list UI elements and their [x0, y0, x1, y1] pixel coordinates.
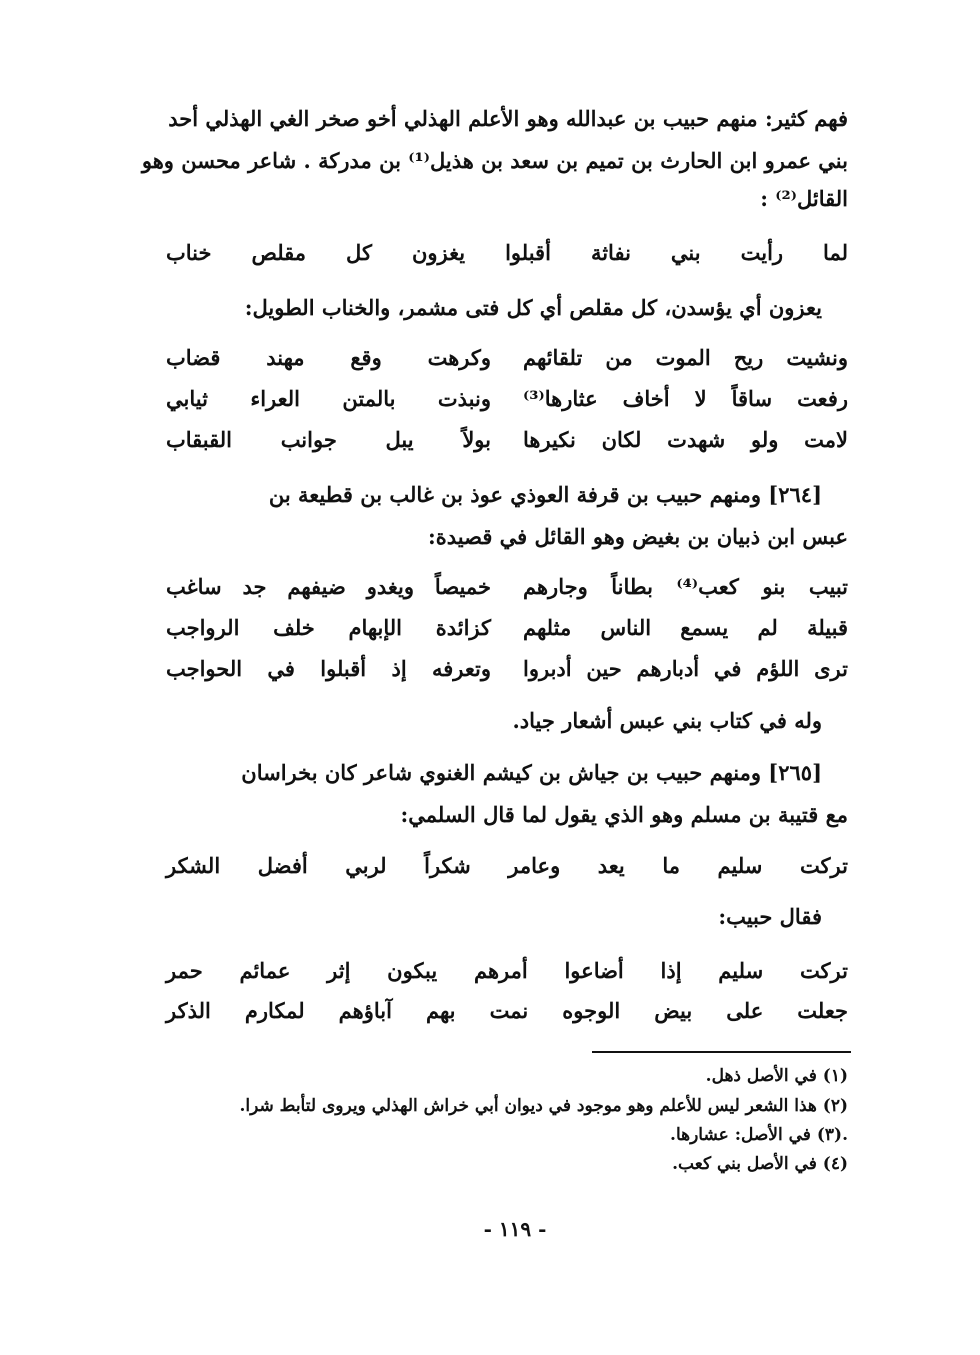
verse-3-3: [166, 658, 848, 694]
verse-2-3-first-hemistich: لامت ولو شهدت لكان نكيرها: [523, 427, 848, 452]
verse-2-2-second-hemistich: ونبذت بالمتن العراء ثيابي: [166, 386, 491, 411]
footnote-3: .(٣) في الأصل: عشارها.: [670, 1125, 848, 1145]
verse-2-1: [166, 347, 848, 383]
para-265-line-1: [٢٦٥] ومنهم حبيب بن جياش بن كيشم الغنوي شاعر كان بخراسان: [241, 760, 822, 785]
verse-3-1-second-hemistich: خميصاً ويغدو ضيفهم جد ساغب: [166, 574, 491, 599]
intro-line-3: القائل⁽²⁾ :: [760, 186, 848, 211]
verse-2-2: [166, 388, 848, 424]
verse-1: [166, 242, 848, 278]
verse-3-3-second-hemistich: وتعرفه إذ أقبلوا في الحواجب: [166, 656, 491, 681]
verse-3-2: [166, 617, 848, 653]
verse-3-3-first-hemistich: ترى اللؤم في أدبارهم حين أدبروا: [523, 656, 848, 681]
verse-3-2-second-hemistich: كزائدة الإبهام خلف الرواجب: [166, 615, 491, 640]
verse-3-2-first-hemistich: قبيلة لم يسمع الناس مثلهم: [523, 615, 848, 640]
verse-5-1-text: تركت سليم إذا أضاعوا أمرهم يبكون إثر عمائم حمر: [166, 958, 848, 983]
note-264: وله في كتاب بني عبس أشعار جياد.: [512, 708, 822, 733]
verse-3-1-first-hemistich: تبيب بنو كعب⁽⁴⁾ بطاناً وجارهم: [523, 574, 848, 599]
verse-2-1-first-hemistich: ونشيت ريح الموت من تلقائهم: [523, 345, 848, 370]
verse-3-1: [166, 576, 848, 612]
footnote-separator: [592, 1051, 851, 1053]
para-264-line-1: [٢٦٤] ومنهم حبيب بن قرفة العوذي عوذ بن غالب بن قطيعة بن: [268, 482, 822, 507]
verse-2-1-second-hemistich: وكرهت وقع مهند قضاب: [166, 345, 491, 370]
verse-4: [166, 855, 848, 891]
intro-line-2: بني عمرو ابن الحارث بن تميم بن سعد بن هذيل⁽¹⁾ بن مدركة . شاعر محسن وهو: [141, 148, 848, 173]
verse-2-3: [166, 429, 848, 465]
verse-5-1: [166, 960, 848, 996]
intro-line-1: فهم كثير: منهم حبيب بن عبدالله وهو الأعلم الهذلي أخو صخر الغي الهذلي أحد: [168, 106, 848, 131]
para-264-line-2: عبس ابن ذبيان بن بغيض وهو القائل في قصيدة:: [428, 524, 848, 549]
gloss-line: يعزون أي يؤسدن، كل مقلص أي كل فتى مشمر، والخناب الطويل:: [244, 295, 822, 320]
verse-2-3-second-hemistich: بولاً يبل جوانب القبقاب: [166, 427, 491, 452]
verse-2-2-first-hemistich: رفعت ساقاً لا أخاف عثارها⁽³⁾: [523, 386, 848, 411]
verse-4-text: تركت سليم ما يعد وعامر شكراً لربي أفضل الشكر: [166, 853, 848, 878]
page-number: - ١١٩ -: [483, 1217, 547, 1241]
verse-1-text: لما رأيت بني نفاثة أقبلوا يغزون كل مقلص خناب: [166, 240, 848, 265]
footnote-2: (٢) هذا الشعر ليس للأعلم وهو موجود في ديوان أبي خراش الهذلي ويروى لتأبط شرا.: [239, 1096, 848, 1116]
para-265-line-2: مع قتيبة بن مسلم وهو الذي يقول لما قال السلمي:: [400, 802, 848, 827]
verse-5-2: [166, 1000, 848, 1036]
verse-5-2-text: جعلت على بيض الوجوه نمت بهم آباؤهم لمكارم الذكر: [166, 998, 848, 1023]
footnote-4: (٤) في الأصل بني كعب.: [672, 1154, 848, 1174]
habib-said: فقال حبيب:: [718, 904, 822, 929]
footnote-1: (١) في الأصل ذهل.: [705, 1066, 848, 1086]
